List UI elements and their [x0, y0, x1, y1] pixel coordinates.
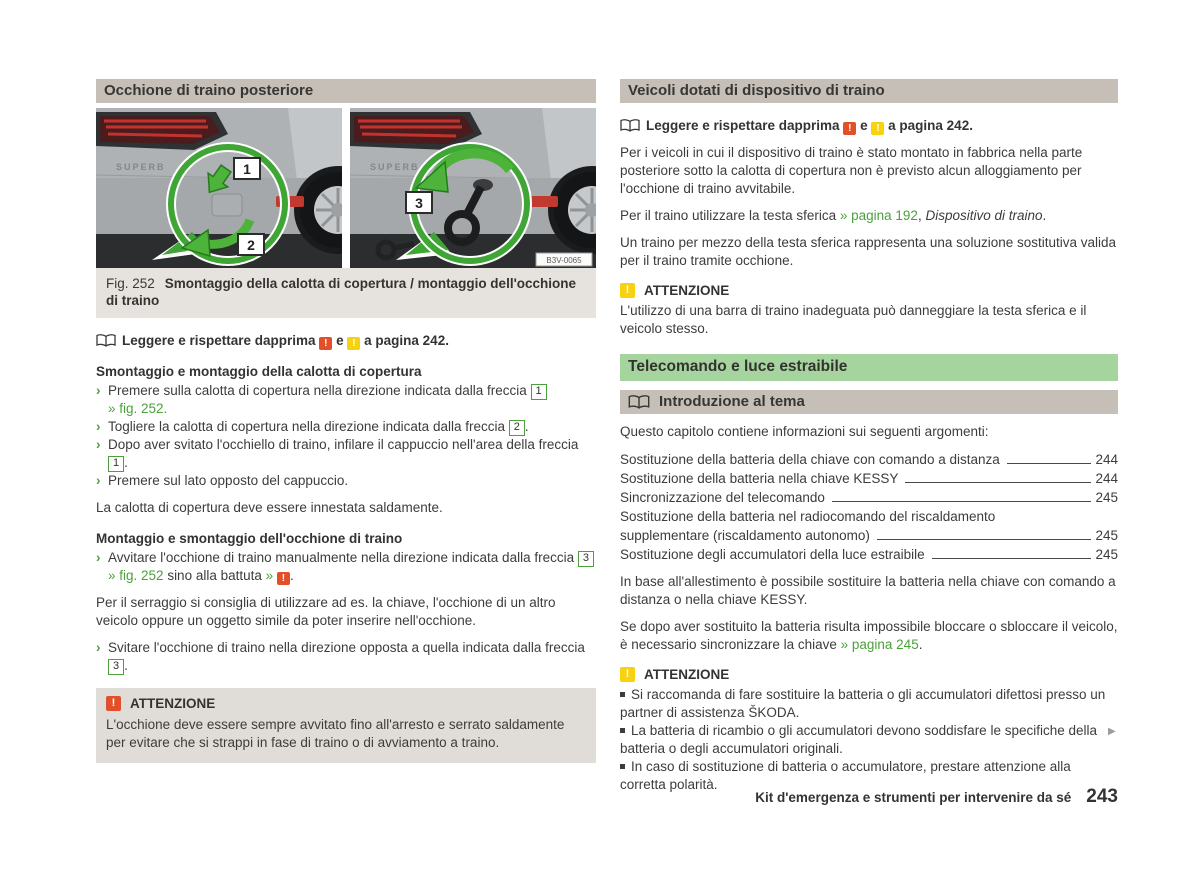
caution-yellow-icon: ! — [871, 122, 884, 135]
caution-yellow-icon: ! — [620, 667, 635, 682]
svg-text:2: 2 — [247, 237, 255, 253]
paragraph: La calotta di copertura deve essere innestata saldamente. — [96, 500, 443, 515]
paragraph: Per il serraggio si consiglia di utilizzare ad es. la chiave, l'occhione di un altro veicolo oppure un oggetto simile da poter inserire nell'occhione. — [96, 595, 556, 628]
figure-images — [96, 108, 596, 268]
svg-text:1: 1 — [243, 161, 251, 177]
subsection-title: Montaggio e smontaggio dell'occhione di traino — [96, 531, 403, 546]
square-bullet-icon — [620, 728, 625, 733]
warning-red-icon: ! — [843, 122, 856, 135]
instruction-step: › Premere sulla calotta di copertura nella direzione indicata dalla freccia 1 » fig. 252. — [96, 382, 596, 418]
figure-caption-text: Smontaggio della calotta di copertura / montaggio dell'occhione di traino — [106, 276, 577, 308]
intro-header: Introduzione al tema — [620, 390, 1118, 414]
book-icon — [620, 119, 640, 132]
section-header-tow-eye: Occhione di traino posteriore — [96, 79, 596, 103]
book-icon — [628, 395, 650, 409]
caution-list-item: Si raccomanda di fare sostituire la batteria o gli accumulatori difettosi presso un partner di assistenza ŠKODA. — [620, 687, 1106, 720]
warning-red-icon: ! — [277, 572, 290, 585]
read-first-note: Leggere e rispettare dapprima ! e ! a pagina 242. — [620, 117, 1118, 135]
toc-leader-line — [832, 501, 1092, 502]
figure-number: Fig. 252 — [106, 276, 155, 291]
chapter-header: Telecomando e luce estraibile — [620, 354, 1118, 381]
warning-header: ! ATTENZIONE — [106, 696, 586, 711]
caution-header: ! ATTENZIONE — [620, 667, 1118, 682]
instruction-step: › Svitare l'occhione di traino nella direzione opposta a quella indicata dalla freccia 3 . — [96, 640, 585, 673]
toc-leader-line — [877, 539, 1092, 540]
page-link[interactable]: » pagina 192 — [839, 208, 918, 223]
bullet-chevron-icon: › — [96, 550, 101, 565]
warning-ref-link[interactable]: » — [265, 568, 274, 583]
left-column — [96, 79, 596, 763]
car-badge-text: SUPERB — [370, 162, 420, 172]
warning-red-icon: ! — [106, 696, 121, 711]
figure-link[interactable]: » fig. 252. — [108, 401, 168, 416]
toc-entry[interactable]: Sincronizzazione del telecomando 245 — [620, 490, 1118, 505]
paragraph: Un traino per mezzo della testa sferica rappresenta una soluzione sostitutiva valida per il traino tramite occhione. — [620, 235, 1117, 268]
instruction-step: › Premere sul lato opposto del cappuccio. — [96, 473, 349, 488]
instruction-step: › Togliere la calotta di copertura nella direzione indicata dalla freccia 2 . — [96, 419, 529, 434]
section-header-tow-device: Veicoli dotati di dispositivo di traino — [620, 79, 1118, 103]
figure-callout-1 — [234, 158, 260, 179]
caution-section — [620, 283, 1118, 338]
caution-list-item: In caso di sostituzione di batteria o accumulatore, prestare attenzione alla corretta polarità. — [620, 759, 1071, 792]
table-of-contents — [620, 450, 1118, 564]
callout-ref-3: 3 — [578, 551, 594, 567]
toc-entry[interactable]: Sostituzione della batteria nella chiave KESSY 244 — [620, 471, 1118, 486]
bullet-chevron-icon: › — [96, 473, 101, 488]
figure-panel-cap-removal-image — [96, 108, 342, 268]
image-code-label — [536, 253, 592, 266]
paragraph: Per i veicoli in cui il dispositivo di traino è stato montato in fabbrica nella parte posteriore sotto la calotta di copertura non è previsto alcun alloggiamento per l'occhione di traino avvitabile. — [620, 145, 1083, 196]
paragraph: In base all'allestimento è possibile sostituire la batteria nella chiave con comando a distanza o nella chiave KESSY. — [620, 574, 1116, 607]
figure-panel-tow-eye-image — [350, 108, 596, 268]
callout-ref-1: 1 — [108, 456, 124, 472]
warning-red-icon: ! — [319, 337, 332, 350]
toc-leader-line — [1007, 463, 1092, 464]
toc-entry[interactable]: Sostituzione della batteria della chiave con comando a distanza 244 — [620, 452, 1118, 467]
book-icon — [96, 334, 116, 347]
toc-leader-line — [932, 558, 1092, 559]
figure-caption — [96, 268, 596, 318]
toc-entry[interactable]: Sostituzione della batteria nel radiocomando del riscaldamento — [620, 509, 996, 524]
caution-yellow-icon: ! — [620, 283, 635, 298]
figure-callout-3 — [406, 192, 432, 213]
caution-yellow-icon: ! — [347, 337, 360, 350]
toc-entry[interactable]: Sostituzione degli accumulatori della luce estraibile 245 — [620, 547, 1118, 562]
toc-intro: Questo capitolo contiene informazioni sui seguenti argomenti: — [620, 424, 989, 439]
caution-section — [620, 667, 1118, 794]
caution-text: L'utilizzo di una barra di traino inadeguata può danneggiare la testa sferica e il veicolo stesso. — [620, 303, 1087, 336]
continuation-arrow-icon: ▶ — [1108, 726, 1116, 737]
bullet-chevron-icon: › — [96, 437, 101, 452]
subsection-title: Smontaggio e montaggio della calotta di copertura — [96, 364, 422, 379]
bullet-chevron-icon: › — [96, 419, 101, 434]
warning-text: L'occhione deve essere sempre avvitato fino all'arresto e serrato saldamente per evitare che si strappi in fase di traino o di avviamento a traino. — [106, 717, 565, 750]
figure-callout-2 — [238, 234, 264, 255]
figure-252 — [96, 108, 596, 318]
square-bullet-icon — [620, 692, 625, 697]
svg-text:3: 3 — [415, 195, 423, 211]
warning-box — [96, 688, 596, 763]
figure-link[interactable]: » fig. 252 — [108, 568, 164, 583]
footer-section-title: Kit d'emergenza e strumenti per intervenire da sé — [755, 790, 1072, 805]
read-first-note: Leggere e rispettare dapprima ! e ! a pagina 242. — [96, 332, 596, 350]
callout-ref-1: 1 — [531, 384, 547, 400]
instruction-step: › Dopo aver svitato l'occhiello di traino, infilare il cappuccio nell'area della freccia 1 . — [96, 437, 579, 470]
paragraph: Per il traino utilizzare la testa sferica » pagina 192, Dispositivo di traino. — [620, 208, 1047, 223]
callout-ref-3: 3 — [108, 659, 124, 675]
caution-list-item: La batteria di ricambio o gli accumulatori devono soddisfare le specifiche della batteria o degli accumulatori originali. — [620, 723, 1098, 756]
square-bullet-icon — [620, 764, 625, 769]
page-link[interactable]: » pagina 245 — [840, 637, 919, 652]
paragraph: Se dopo aver sostituito la batteria risulta impossibile bloccare o sbloccare il veicolo, è necessario sincronizzare la chiave » pagina 245. — [620, 619, 1118, 652]
caution-header: ! ATTENZIONE — [620, 283, 1118, 298]
page-number: 243 — [1086, 786, 1118, 807]
bullet-chevron-icon: › — [96, 383, 101, 398]
right-column — [620, 79, 1118, 794]
callout-ref-2: 2 — [509, 420, 525, 436]
instruction-step: › Avvitare l'occhione di traino manualmente nella direzione indicata dalla freccia 3 » fig. 252 sino alla battuta » ! . — [96, 549, 596, 585]
page-footer — [755, 786, 1118, 808]
toc-leader-line — [905, 482, 1091, 483]
bullet-chevron-icon: › — [96, 640, 101, 655]
car-badge-text: SUPERB — [116, 162, 166, 172]
toc-entry[interactable]: supplementare (riscaldamento autonomo) 245 — [620, 528, 1118, 543]
svg-text:B3V-0065: B3V-0065 — [546, 256, 582, 265]
